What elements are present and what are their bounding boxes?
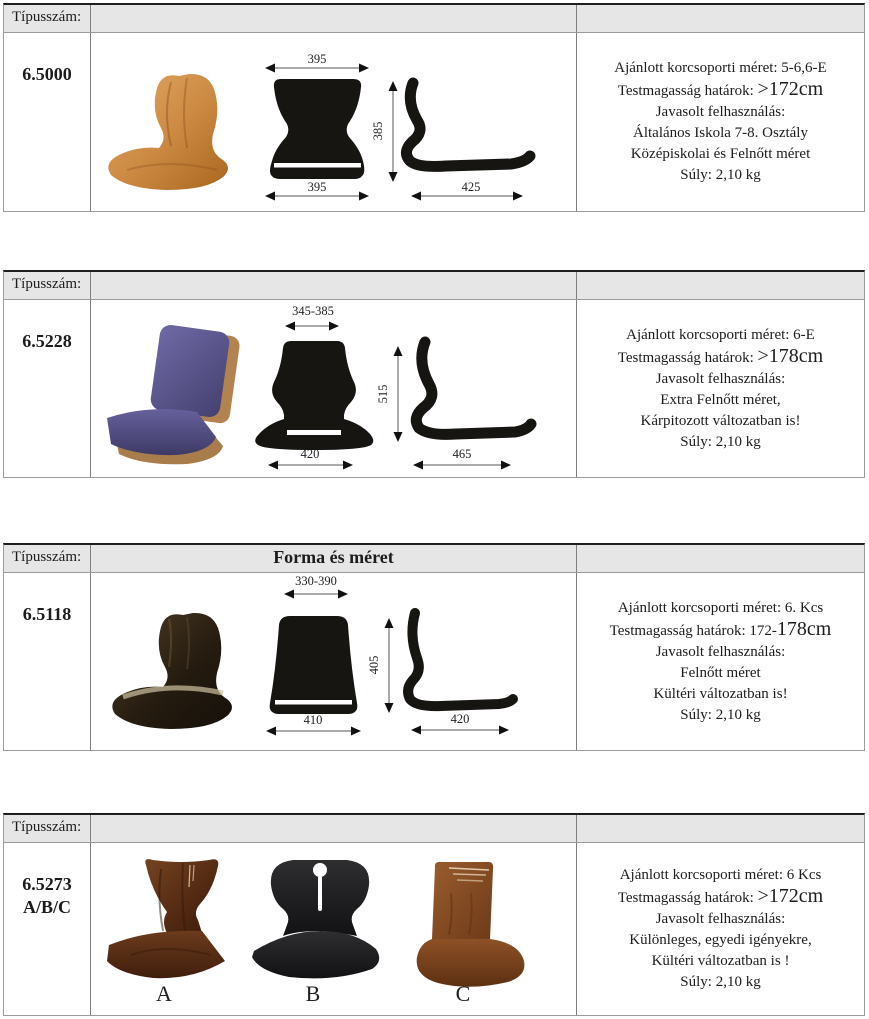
dimension-top-width — [265, 52, 369, 73]
section-body-row — [4, 300, 864, 477]
product-code: 6.5118 — [4, 573, 91, 750]
spec-body-height: Testmagasság határok: >178cm — [617, 344, 824, 367]
chair-photo-upholstered — [107, 324, 241, 465]
chair-photo-variant-b — [252, 860, 379, 978]
specs-header-cell — [576, 815, 864, 842]
front-view-silhouette — [270, 79, 364, 179]
section-body-row — [4, 843, 864, 1015]
specs-cell — [576, 573, 864, 750]
svg-text:420: 420 — [300, 447, 320, 461]
side-view-silhouette — [416, 342, 531, 434]
product-drawings — [91, 573, 574, 750]
spec-usage-2: Középiskolai és Felnőtt méret — [630, 146, 811, 162]
svg-text:410: 410 — [303, 713, 323, 727]
type-number-header-cell: Típusszám: — [4, 815, 91, 842]
product-section-6-5118 — [3, 543, 865, 751]
section-body-row — [4, 573, 864, 750]
dimension-height — [376, 346, 403, 442]
dimension-height — [371, 81, 398, 182]
spec-usage-2: Kárpitozott változatban is! — [640, 412, 801, 429]
product-variant-photos — [91, 843, 574, 1015]
chair-photo-dark-shell — [112, 613, 232, 729]
spec-weight: Súly: 2,10 kg — [680, 167, 761, 183]
dimension-side-depth — [411, 712, 509, 735]
dimension-side-depth — [413, 447, 511, 470]
dimension-bottom-width — [266, 713, 361, 736]
drawings-cell — [91, 573, 576, 750]
shape-size-header-cell: Forma és méret — [273, 547, 394, 567]
svg-text:405: 405 — [367, 655, 381, 675]
spec-usage-1: Extra Felnőtt méret, — [660, 391, 781, 408]
dimension-side-depth — [411, 180, 523, 201]
chair-photo-wood-shell — [108, 74, 228, 190]
product-code-line1: 6.5273 — [22, 874, 72, 894]
spec-body-height: Testmagasság határok: 172-178cm — [609, 617, 832, 640]
variant-label-b: B — [305, 981, 321, 1006]
svg-text:465: 465 — [452, 447, 472, 461]
type-number-header-cell: Típusszám: — [4, 5, 91, 32]
drawings-cell — [91, 843, 576, 1015]
product-section-6-5228 — [3, 270, 865, 478]
spec-usage-title: Javasolt felhasználás: — [655, 911, 786, 927]
spec-age-group: Ajánlott korcsoporti méret: 6. Kcs — [617, 599, 824, 616]
specs-cell — [576, 33, 864, 211]
dimension-bottom-width — [265, 180, 369, 201]
product-section-6-5273 — [3, 813, 865, 1016]
dimension-top-width — [285, 304, 339, 331]
spec-weight: Súly: 2,10 kg — [680, 433, 761, 450]
svg-text:425: 425 — [461, 180, 481, 194]
specs-cell — [576, 300, 864, 477]
type-number-header-cell: Típusszám: — [4, 545, 91, 572]
spec-weight: Súly: 2,10 kg — [680, 706, 761, 723]
drawings-cell — [91, 300, 576, 477]
section-body-row — [4, 33, 864, 211]
variant-label-a: A — [156, 981, 172, 1006]
section-header-row — [4, 272, 864, 300]
svg-text:385: 385 — [371, 121, 385, 141]
spec-usage-1: Különleges, egyedi igényekre, — [629, 932, 812, 948]
spec-usage-title: Javasolt felhasználás: — [655, 104, 786, 120]
product-section-6-5000 — [3, 3, 865, 212]
shape-size-header-cell — [91, 815, 576, 842]
svg-text:515: 515 — [376, 384, 390, 404]
spec-usage-2: Kültéri változatban is ! — [651, 953, 790, 969]
product-code: 6.5000 — [4, 33, 91, 211]
spec-age-group: Ajánlott korcsoporti méret: 5-6,6-E — [614, 60, 827, 76]
spec-age-group: Ajánlott korcsoporti méret: 6-E — [626, 326, 815, 343]
drawings-cell — [91, 33, 576, 211]
side-view-silhouette — [408, 613, 513, 706]
spec-usage-1: Általános Iskola 7-8. Osztály — [633, 125, 808, 141]
dimension-height — [367, 618, 394, 713]
spec-usage-2: Kültéri változatban is! — [653, 685, 788, 702]
spec-usage-title: Javasolt felhasználás: — [655, 370, 786, 387]
chair-photo-variant-c — [417, 862, 525, 987]
dimension-top-width — [284, 574, 348, 599]
front-view-silhouette — [270, 616, 358, 714]
shape-size-header-cell — [91, 272, 576, 299]
svg-text:420: 420 — [450, 712, 470, 726]
specs-cell — [576, 843, 864, 1015]
spec-body-height-value: >172cm — [757, 885, 824, 907]
specs-header-cell — [576, 5, 864, 32]
variant-label-c: C — [455, 981, 471, 1006]
product-code-line2: A/B/C — [22, 897, 71, 917]
spec-body-height-value: 178cm — [776, 617, 832, 640]
spec-age-group: Ajánlott korcsoporti méret: 6 Kcs — [619, 867, 822, 883]
section-header-row — [4, 5, 864, 33]
product-code — [4, 843, 91, 1015]
specs-header-cell — [576, 545, 864, 572]
product-code: 6.5228 — [4, 300, 91, 477]
side-view-silhouette — [406, 83, 530, 166]
spec-usage-title: Javasolt felhasználás: — [655, 643, 786, 660]
svg-text:345-385: 345-385 — [292, 304, 334, 318]
svg-text:395: 395 — [307, 180, 327, 194]
svg-text:395: 395 — [307, 52, 327, 66]
type-number-header-cell: Típusszám: — [4, 272, 91, 299]
spec-weight: Súly: 2,10 kg — [680, 974, 761, 990]
front-view-silhouette — [255, 341, 373, 450]
svg-text:330-390: 330-390 — [295, 574, 337, 588]
section-header-row — [4, 815, 864, 843]
spec-body-height: Testmagasság határok: >172cm — [617, 78, 824, 100]
chair-photo-variant-a — [107, 859, 225, 978]
spec-body-height: Testmagasság határok: >172cm — [617, 885, 824, 907]
section-header-row — [4, 545, 864, 573]
specs-header-cell — [576, 272, 864, 299]
dimension-bottom-width — [268, 447, 353, 470]
product-drawings — [91, 33, 574, 211]
spec-body-height-value: >172cm — [757, 78, 824, 100]
spec-usage-1: Felnőtt méret — [680, 664, 761, 681]
shape-size-header-cell — [91, 5, 576, 32]
product-drawings — [91, 300, 574, 477]
spec-body-height-value: >178cm — [757, 344, 824, 367]
